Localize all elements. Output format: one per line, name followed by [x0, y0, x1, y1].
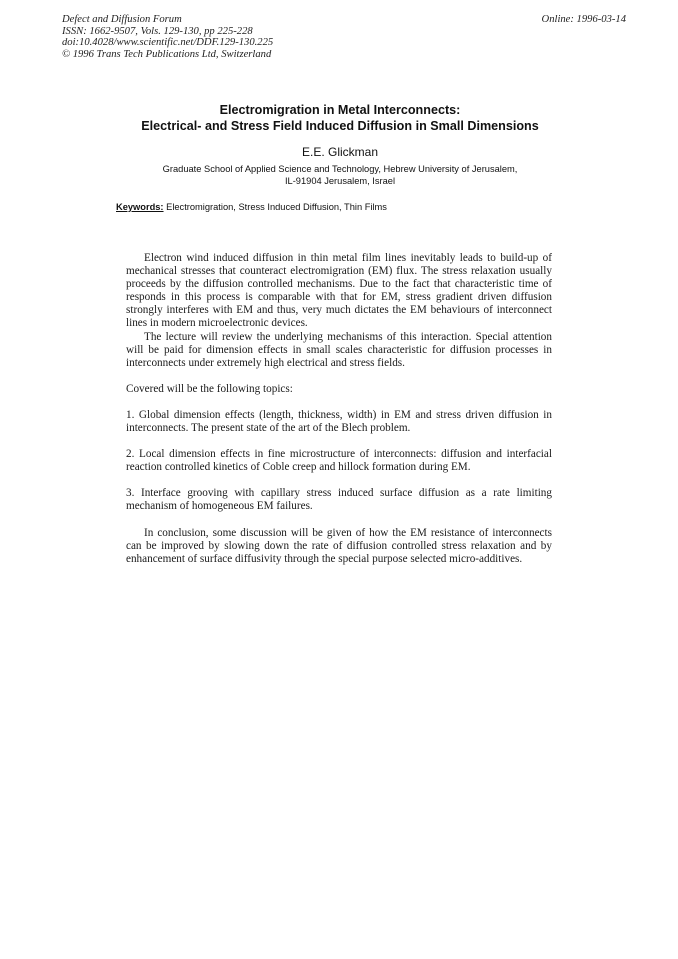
- journal-name: Defect and Diffusion Forum: [62, 14, 182, 25]
- paragraph-lecture: The lecture will review the underlying mechanisms of this interaction. Special attention will be paid for dimension effects in small scales characteristic for diffusion processes in interconnects under extremely high electrical and stress fields.: [126, 330, 552, 369]
- keywords-text: Electromigration, Stress Induced Diffusion, Thin Films: [163, 202, 387, 212]
- issn-line: ISSN: 1662-9507, Vols. 129-130, pp 225-228: [62, 25, 253, 37]
- citation-header: [62, 14, 273, 60]
- abstract-body: [126, 252, 552, 566]
- paragraph-topic-3: 3. Interface grooving with capillary stress induced surface diffusion as a rate limiting mechanism of homogeneous EM failures.: [126, 487, 552, 513]
- paper-title: [60, 102, 620, 134]
- paragraph-intro: Electron wind induced diffusion in thin metal film lines inevitably leads to build-up of mechanical stresses that counteract electromigration (EM) flux. The stress relaxation usually proceeds by the diffusion controlled mechanisms. Due to the fact that characteristic time of responds in this process is comparable with that for EM, stress gradient driven diffusion strongly interferes with EM and thus, very much dictates the EM behaviours of interconnect lines in modern microelectronic devices.: [126, 252, 552, 330]
- doi-line: doi:10.4028/www.scientific.net/DDF.129-130.225: [62, 37, 274, 49]
- paragraph-topic-1: 1. Global dimension effects (length, thickness, width) in EM and stress driven diffusion in interconnects. The present state of the art of the Blech problem.: [126, 408, 552, 435]
- affiliation-line-2: IL-91904 Jerusalem, Israel: [284, 175, 396, 186]
- paragraph-topics-heading: Covered will be the following topics:: [126, 382, 293, 395]
- copyright-line: © 1996 Trans Tech Publications Ltd, Switzerland: [62, 48, 272, 60]
- online-date: Online: 1996-03-14: [541, 14, 626, 25]
- author-name: E.E. Glickman: [301, 145, 379, 159]
- title-line-1: Electromigration in Metal Interconnects:: [219, 103, 461, 117]
- paragraph-conclusion: In conclusion, some discussion will be given of how the EM resistance of interconnects can be improved by slowing down the rate of diffusion controlled stress relaxation and by enhancement of surface diffusivity through the special purpose selected micro-additives.: [126, 526, 552, 565]
- paragraph-topic-2: 2. Local dimension effects in fine microstructure of interconnects: diffusion and interfacial reaction controlled kinetics of Coble creep and hillock formation during EM.: [126, 448, 552, 474]
- keywords-label: Keywords:: [116, 202, 164, 212]
- keywords-line: [116, 201, 387, 213]
- affiliation-line-1: Graduate School of Applied Science and Technology, Hebrew University of Jerusalem,: [162, 164, 518, 174]
- title-line-2: Electrical- and Stress Field Induced Diffusion in Small Dimensions: [141, 119, 539, 133]
- author-affiliation: [60, 164, 620, 187]
